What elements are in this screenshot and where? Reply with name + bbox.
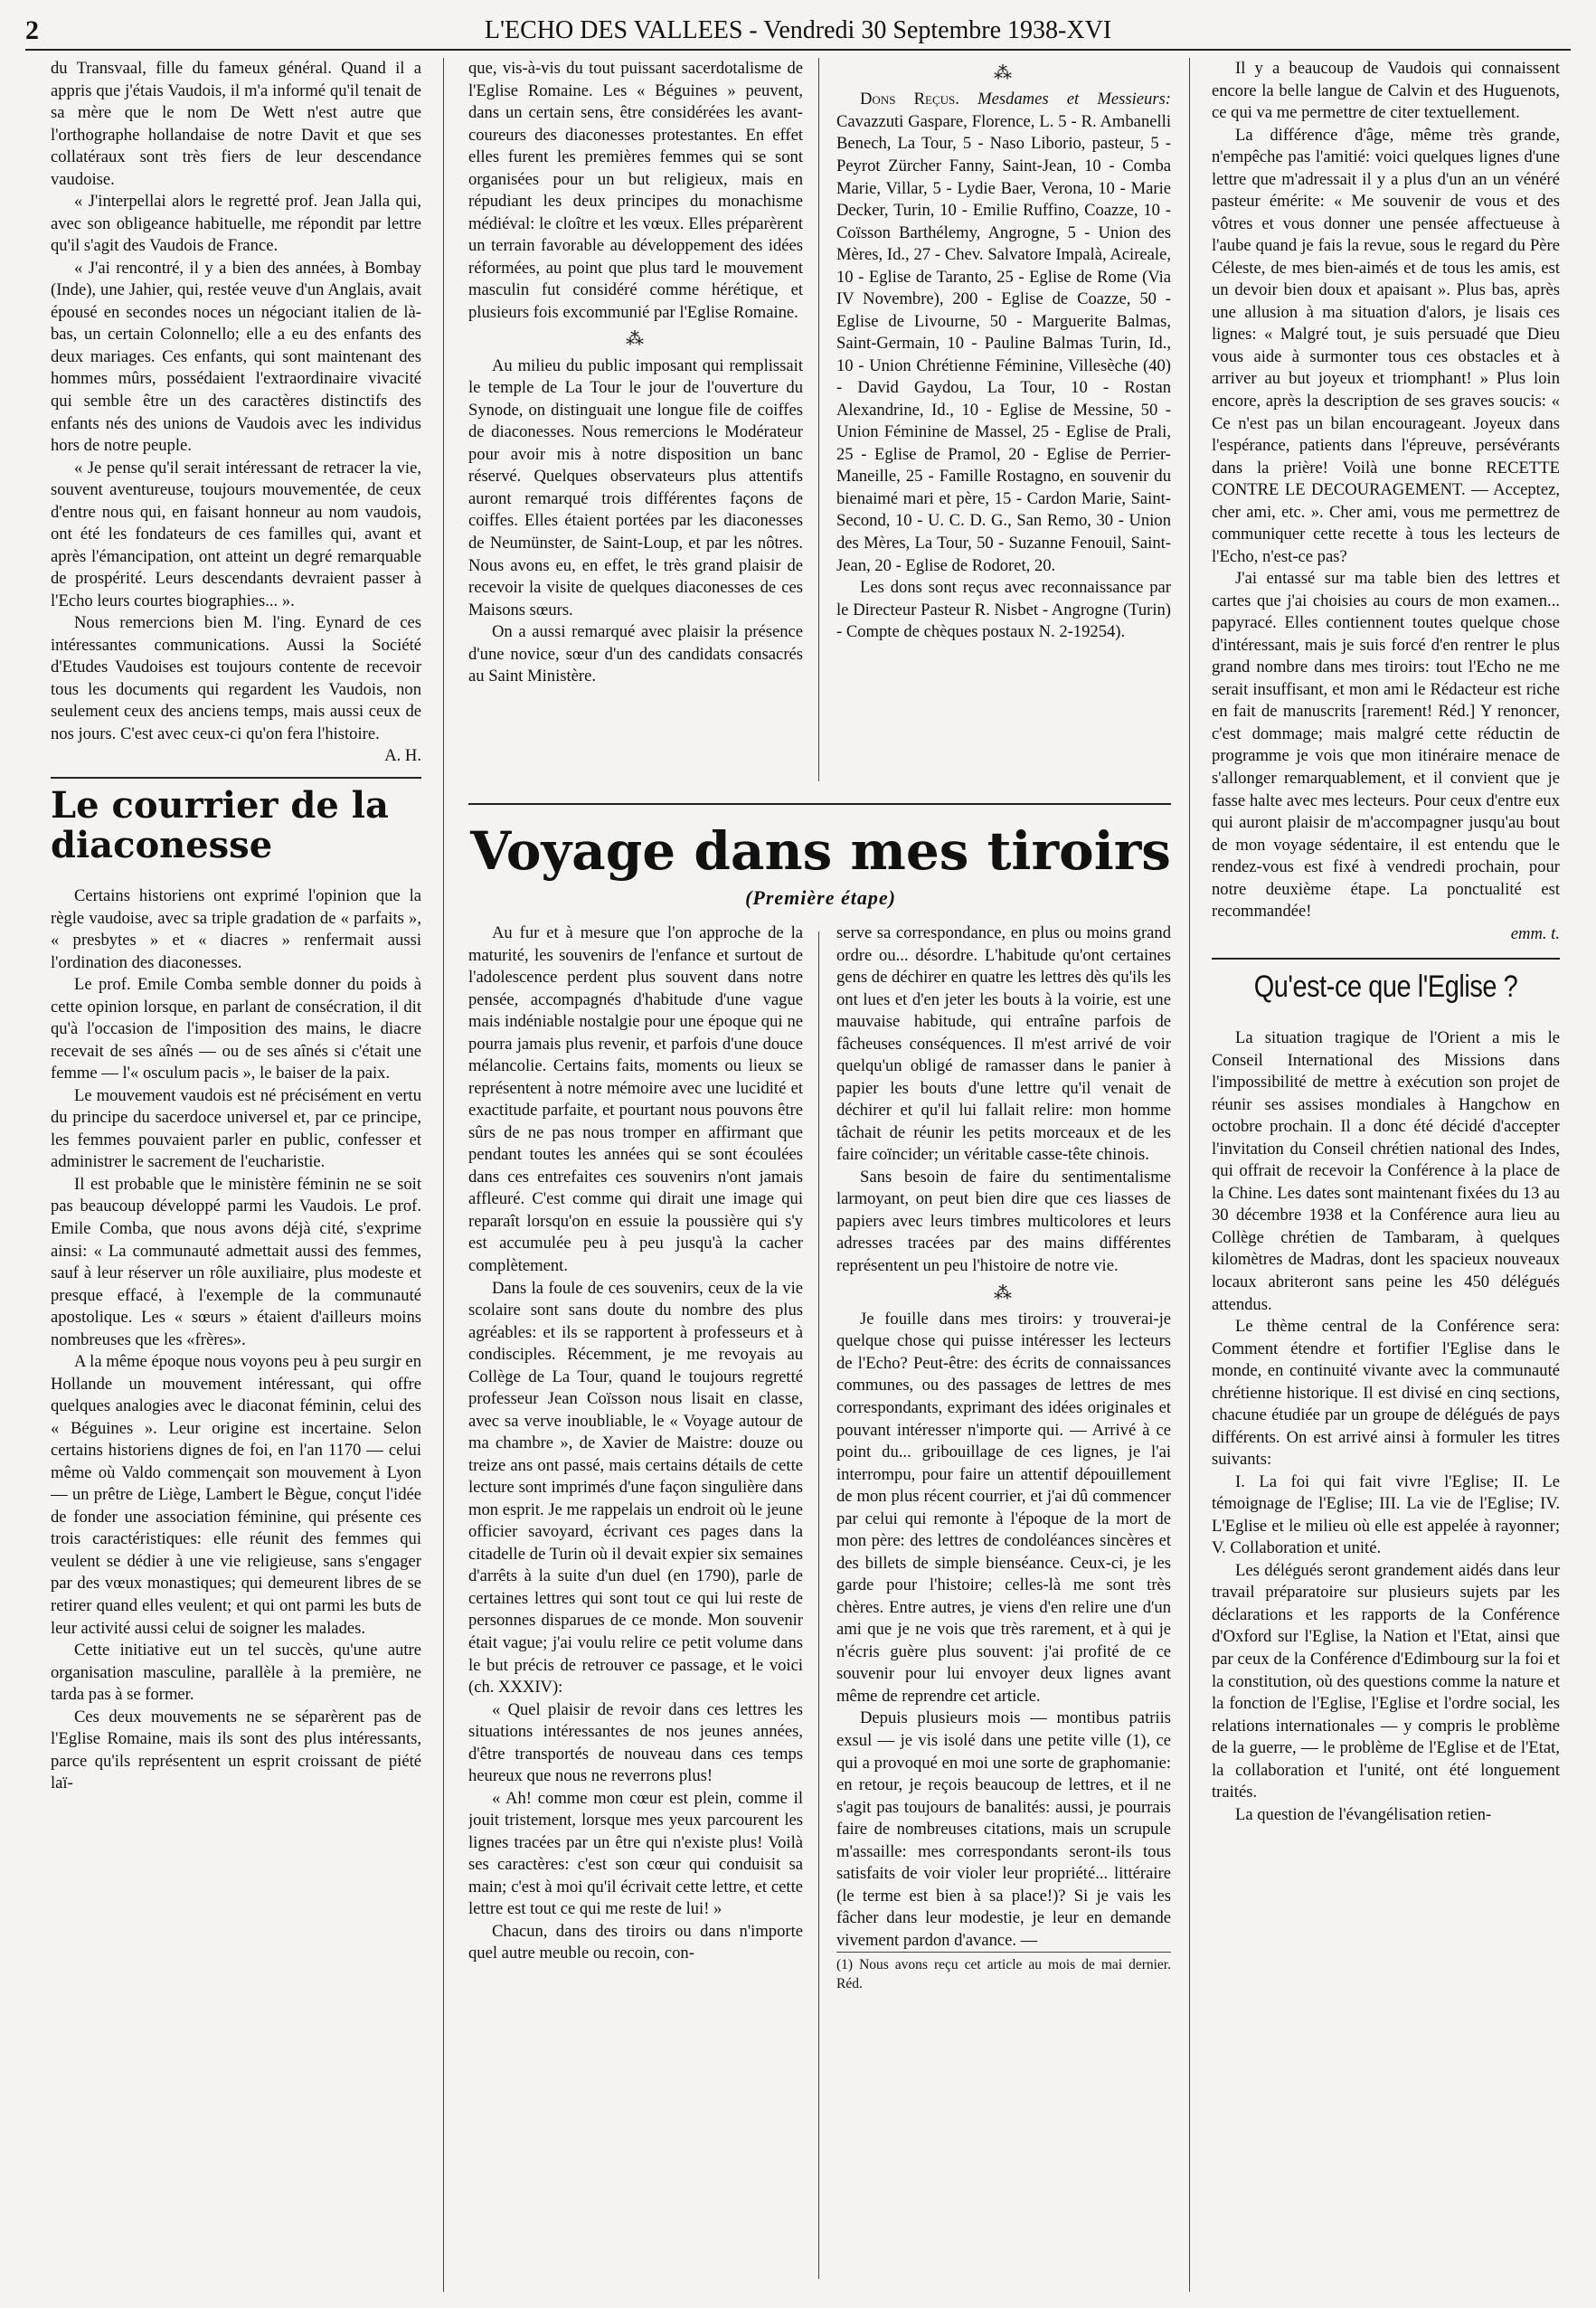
paragraph: La différence d'âge, même très grande, n'empêche pas l'amitié: voici quelques lignes d'une lettre que m'adressait il y a plus d'un an un vénéré pasteur émérite: « Me souvenir de vous et des vôtres et vous donner une pensée affectueuse à l'aube quand je fais la revue, sous le regard du Père Céleste, de mes bien-aimés et de tous les amis, est un devoir bien doux et apaisant ». Plus bas, après une allusion à ma situation d'alors, je lisais ces lignes: « Malgré tout, je suis persuadé que Dieu vous aide à surmonter tous ces obstacles et à arriver au but joyeux et triomphant! » Plus loin encore, après la description de ses graves soucis: « Ce n'est pas un bilan encourageant. Joyeux dans l'espérance, patients dans l'épreuve, persévérants dans la prière! Voilà une bonne RECETTE CONTRE LE DECOURAGEMENT. — Acceptez, cher ami, etc. ». Cher ami, vous me permettrez de communiquer cette recette à tous les lecteurs de l'Echo, n'est-ce pas?	[1212, 125, 1560, 566]
gifts-list	[836, 89, 1171, 577]
paragraph: Certains historiens ont exprimé l'opinion que la règle vaudoise, avec sa triple gradation de « parfaits », « presbytes » et « diacres » renfermait aussi l'ordination des diaconesses.	[51, 886, 421, 972]
article-continuation	[51, 58, 421, 768]
paragraph: Le thème central de la Conférence sera: Comment étendre et fortifier l'Eglise dans le monde, en continuité vivante avec la communauté chrétienne historique. Il est divisé en cinq sections, chacune étudiée par un groupe de délégués de pays différents. On est arrivé ainsi à formuler les titres suivants:	[1212, 1317, 1560, 1470]
paragraph: serve sa correspondance, en plus ou moins grand ordre ou... désordre. L'habitude qu'ont certaines gens de déchirer en quatre les lettres dès qu'ils les ont lues et d'en jeter les bouts à la voirie, est une mauvaise habitude, qui entraîne parfois de fâcheuses conséquences. Il m'est arrivé de voir quelqu'un obligé de ramasser dans le panier à papier les bouts d'une lettre qu'il venait de déchirer et qu'il lui fallait relire: mon homme tâchait de réunir les petits morceaux et de les faire coïncider; un véritable casse-tête chinois.	[836, 923, 1171, 1165]
masthead	[25, 13, 1571, 51]
section-divider	[468, 803, 1171, 805]
section-stars: ⁂	[626, 329, 646, 350]
paragraph: Ces deux mouvements ne se séparèrent pas de l'Eglise Romaine, mais ils sont des plus intéressants, parce qu'ils représentent un esprit croissant de piété laï-	[51, 1707, 421, 1793]
column-rule	[443, 58, 444, 2292]
column-1	[51, 58, 421, 2292]
signature: emm. t.	[1510, 923, 1560, 943]
column-rule	[818, 932, 819, 2279]
paragraph: Dans la foule de ces souvenirs, ceux de la vie scolaire sont sans doute du nombre des plus agréables: et ils se rapportent à professeurs et à condisciples. Récemment, je me revoyais au Collège de La Tour, quand le toujours regretté professeur Jean Coïsson nous lisait en classe, avec sa verve inoubliable, le « Voyage autour de ma chambre », de Xavier de Maistre: douze ou treize ans ont passé, mais certains détails de cette lecture sont imprimés d'une façon singulière dans mon esprit. Je me rappelais un endroit où le jeune officier savoyard, écrivant ces pages dans la citadelle de Turin où il devait expier six semaines d'arrêts à la suite d'un duel (en 1790), parle de certaines lettres qui sont tout ce qui lui reste de personnes disparues de ce monde. Mon souvenir était vague; j'ai voulu relire ce petit volume dans le but précis de retrouver ce passage, et le voici (ch. XXXIV):	[468, 1278, 803, 1698]
voyage-column-a	[468, 922, 803, 2293]
gifts-text: Cavazzuti Gaspare, Florence, L. 5 - R. Ambanelli Benech, La Tour, 5 - Naso Liborio, pasteur, 5 - Peyrot Zürcher Fanny, Saint-Jean, 10 - Comba Marie, Villar, 5 - Lydie Baer, Verona, 10 - Marie Decker, Turin, 10 - Emilie Ruffino, Coazze, 10 - Coïsson Barthélemy, Angrogne, 5 - Union des Mères, Id., 27 - Chev. Salvatore Impalà, Acireale, 10 - Eglise de Taranto, 25 - Eglise de Rome (Via IV Novembre), 200 - Eglise de Coazze, 50 - Eglise de Livourne, 50 - Marguerite Balmas, Saint-Germain, 10 - Pauline Balmas Turin, Id., 10 - Union Chrétienne Féminine, Villesèche (40) - David Gaydou, La Tour, 10 - Rostan Alexandrine, Id., 10 - Eglise de Messine, 50 - Union Féminine de Massel, 25 - Eglise de Prali, 25 - Eglise de Pramol, 20 - Eglise de Perrier-Maneille, 25 - Famille Rostagno, en souvenir du bienaimé mari et père, 15 - Cardon Marie, Saint-Second, 10 - U. C. D. G., San Remo, 30 - Union des Mères, La Tour, 50 - Suzanne Fenouil, Saint-Jean, 20 - Eglise de Rodoret, 20.	[836, 111, 1171, 575]
article-heading: Le courrier de la diaconesse	[51, 784, 389, 866]
paragraph: La question de l'évangélisation retien-	[1235, 1804, 1492, 1824]
paragraph: Le mouvement vaudois est né précisément en vertu du principe du sacerdoce universel et, par ce principe, les femmes pouvaient parler en public, confesser et administrer le sacrement de l'eucharistie.	[51, 1085, 421, 1172]
paragraph: « Ah! comme mon cœur est plein, comme il jouit tristement, lorsque mes yeux parcourent les lignes tracées par un être qui n'existe plus! Voilà ses caractères: c'est son cœur qui conduisit sa main; c'est à moi qu'il écrivait cette lettre, et cette lettre est tout ce qui me reste de lui! »	[468, 1788, 803, 1919]
paragraph: du Transvaal, fille du fameux général. Quand il a appris que j'étais Vaudois, il m'a informé qu'il tenait de sa mère que le nom De Wett n'est autre que l'orthographe hollandaise de notre Davit et que ses collatéraux sont très fiers de leur descendance vaudoise.	[51, 59, 421, 189]
paragraph: A la même époque nous voyons peu à peu surgir en Hollande un mouvement intéressant, qui offre quelques analogies avec le diaconat féminin, celui des « Béguines ». Leur origine est incertaine. Selon certains historiens dignes de foi, en l'an 1170 — celui même où Valdo commençait son mouvement à Lyon — un prêtre de Liège, Lambert le Bègue, conçut l'idée de fonder une association féminine, qui présente ces trois caractéristiques: elle réunit des femmes qui veulent se dédier à une vie religieuse, sans s'engager par des vœux monastiques; qui demeurent libres de se retirer quand elles veulent; et qui ont parmi les buts de leur activité aussi celui de soigner les malades.	[51, 1352, 421, 1638]
page-number: 2	[25, 15, 39, 45]
paragraph: « Je pense qu'il serait intéressant de retracer la vie, souvent aventureuse, toujours mouvementée, de ceux d'entre nous qui, en faisant honneur au nom vaudois, ont été les fondateurs de ces familles qui, avant et après l'émancipation, ont atteint un degré remarquable de prospérité. Leurs descendants devraient passer à l'Echo leurs courtes biographies... ».	[51, 458, 421, 610]
paragraph: « J'interpellai alors le regretté prof. Jean Jalla qui, avec son obligeance habituelle, me répondit par lettre qu'il s'agit des Vaudois de France.	[51, 192, 421, 256]
paragraph: La situation tragique de l'Orient a mis le Conseil International des Missions dans l'impossibilité de mettre à exécution son projet de réunir ses assises mondiales à Hangchow en octobre prochain. Il a donc été décidé d'accepter l'invitation du Conseil chrétien national des Indes, qui offrait de recevoir la Conférence à la place de la Chine. Les dates sont maintenant fixées du 13 au 30 décembre 1938 et la Conférence aura lieu au Collège chrétien de Tambaram, à quelques kilomètres de Madras, dont les spacieux nouveaux locaux abriteront sans peine les 450 délégués attendus.	[1212, 1028, 1560, 1314]
gifts-salutation: Mesdames et Messieurs:	[977, 90, 1171, 109]
paragraph: Depuis plusieurs mois — montibus patriis exsul — je vis isolé dans une petite ville (1), ce qui a provoqué en moi une sorte de graphomanie: en retour, je reçois beaucoup de lettres, et il ne s'agit pas toujours de banalités: aussi, je pourrais faire de nombreuses citations, mais un scrupule m'assaille: mes correspondants seront-ils tous satisfaits de voir violer leur propriété... littéraire (le terme est bien à sa place!)? Si je vais les fâcher dans leur modestie, je leur en demande vivement pardon d'avance. —	[836, 1708, 1171, 1950]
column-4	[1212, 58, 1560, 2292]
column-3	[836, 58, 1171, 795]
signature: A. H.	[384, 746, 421, 766]
section-divider	[51, 777, 421, 779]
paragraph: Il est probable que le ministère féminin ne se soit pas beaucoup développé parmi les Vaudois. Le prof. Emile Comba, que nous avons déjà cité, s'exprime ainsi: « La communauté admettait aussi des femmes, sauf à leur réserver un rôle auxiliaire, plus modeste et presque effacé, à l'exemple de la communauté apostolique. Les « sœurs » étaient d'ailleurs moins nombreuses que les «frères».	[51, 1174, 421, 1349]
gifts-note: Les dons sont reçus avec reconnaissance par le Directeur Pasteur R. Nisbet - Angrogne (Turin) - Compte de chèques postaux N. 2-19254).	[836, 578, 1171, 642]
article-diaconesse	[51, 885, 421, 1795]
masthead-title: L'ECHO DES VALLEES - Vendredi 30 Septembre 1938-XVI	[484, 16, 1112, 44]
paragraph: Nous remercions bien M. l'ing. Eynard de ces intéressantes communications. Aussi la Société d'Etudes Vaudoises est toujours contente de recevoir tous les documents qui regardent les Vaudois, non seulement ceux des anciens temps, mais aussi ceux de nos jours. C'est avec ceux-ci qu'on fera l'histoire.	[51, 613, 421, 743]
section-divider	[1212, 958, 1560, 960]
paragraph: « J'ai rencontré, il y a bien des années, à Bombay (Inde), une Jahier, qui, restée veuve d'un Anglais, avait épousé en secondes noces un négociant italien de là-bas, un certain Colonnello; elle a eu des enfants des deux mariages. Ces enfants, qui sont maintenant des hommes mûrs, possédaient l'extraordinaire vivacité qui semble être un des caractères distinctifs des enfants nés des unions de Vaudois avec les individus hors de notre peuple.	[51, 258, 421, 456]
paragraph: Au fur et à mesure que l'on approche de la maturité, les souvenirs de l'enfance et surtout de l'adolescence perdent plus souvent dans notre pensée, accompagnés d'habitude d'une vague mais indéniable nostalgie pour une époque qui ne pourra jamais plus revenir, et parfois d'une douce mélancolie. Certains faits, moments ou lieux se représentent à notre mémoire avec une lucidité et exactitude parfaite, et pourtant nous pouvons être sûrs de ne pas nous tromper en affirmant que pendant toutes les années qui se sont écoulées dans ces entrefaites ces souvenirs n'ont jamais affleuré. C'est comme qui dirait une image qui reparaît lorsqu'on en essuie la poussière qui s'y est accumulée peu à peu jusqu'à la cacher complètement.	[468, 923, 803, 1275]
paragraph: J'ai entassé sur ma table bien des lettres et cartes que j'ai choisies au cours de mon examen... papyracé. Elles contiennent toutes quelque chose d'intéressant, mais je suis forcé d'en rentrer le plus grand nombre dans mes tiroirs: tout l'Echo ne me serait insuffisant, et mon ami le Rédacteur est riche en fait de manuscrits [rarement! Réd.] Y renoncer, c'est dommage; mais malgré cette réductin de programme je vois que mon itinéraire menace de s'allonger remarquablement, et il convient que je fasse halte avec mes lecteurs. Pour ceux d'entre eux qui auront plaisir de m'accompagner jusqu'au bout de mon voyage sédentaire, il est entendu que le rendez-vous est fixé à vendredi prochain, pour notre deuxième étape. La ponctualité est recommandée!	[1212, 569, 1560, 922]
column-rule	[818, 58, 819, 781]
paragraph: On a aussi remarqué avec plaisir la présence d'une novice, sœur d'un des candidats consacrés au Saint Ministère.	[468, 622, 803, 686]
article-heading: Qu'est-ce que l'Eglise ?	[1253, 970, 1518, 1005]
voyage-subtitle: (Première étape)	[745, 886, 896, 909]
footnote: (1) Nous avons reçu cet article au mois de mai dernier. Réd.	[836, 1952, 1171, 1993]
voyage-title: Voyage dans mes tiroirs	[470, 820, 1171, 882]
paragraph: « Quel plaisir de revoir dans ces lettres les situations intéressantes de nos jeunes années, d'être transportés de nouveau dans ces temps heureux que nous ne reverrons plus!	[468, 1699, 803, 1786]
paragraph: Le prof. Emile Comba semble donner du poids à cette opinion lorsque, en parlant de consécration, il dit qu'à l'occasion de l'imposition des mains, le diacre recevait de ses aînés — ou de ses aînés si c'était une femme — l'« osculum pacis », le baiser de la paix.	[51, 975, 421, 1083]
paragraph: Chacun, dans des tiroirs ou dans n'importe quel autre meuble ou recoin, con-	[468, 1921, 803, 1963]
paragraph: Au milieu du public imposant qui remplissait le temple de La Tour le jour de l'ouverture du Synode, on distinguait une longue file de coiffes de diaconesses. Nous remercions le Modérateur pour avoir mis à notre disposition un banc réservé. Quelques observateurs plus attentifs auront remarqué trois différentes façons de coiffes. Elles étaient portées par les diaconesses de Neumünster, de Saint-Loup, et par les nôtres. Nous avons eu, en effet, le très grand plaisir de recevoir la visite de quelques diaconesses de ces Maisons sœurs.	[468, 355, 803, 620]
voyage-column-b	[836, 922, 1171, 2293]
paragraph: Cette initiative eut un tel succès, qu'une autre organisation masculine, parallèle à la première, ne tarda pas à se former.	[51, 1641, 421, 1705]
paragraph: Il y a beaucoup de Vaudois qui connaissent encore la belle langue de Calvin et des Huguenots, ce qui va me permettre de citer textuellement.	[1212, 59, 1560, 123]
paragraph: I. La foi qui fait vivre l'Eglise; II. Le témoignage de l'Eglise; III. La vie de l'Eglise; IV. L'Eglise et le milieu où elle est appelée à rayonner; V. Collaboration et unité.	[1212, 1471, 1560, 1558]
section-stars: ⁂	[994, 1282, 1014, 1303]
paragraph: Les délégués seront grandement aidés dans leur travail préparatoire sur plusieurs sujets par les déclarations et les rapports de la Conférence d'Oxford sur l'Eglise, la Nation et l'Etat, ainsi que par ceux de la Conférence d'Edimbourg sur la foi et la constitution, où des questions comme la nature et la fonction de l'Eglise, l'Eglise et l'ordre social, les relations internationales — y compris le problème de la guerre, — le problème de l'Eglise et de l'Etat, la collaboration et l'unité, ont été longuement traités.	[1212, 1560, 1560, 1802]
section-stars: ⁂	[994, 63, 1014, 83]
column-rule	[1189, 58, 1190, 2292]
column-2	[468, 58, 803, 795]
paragraph: que, vis-à-vis du tout puissant sacerdotalisme de l'Eglise Romaine. Les « Béguines » peuvent, dans un certain sens, être considérées les avant-coureurs des diaconesses protestantes. En effet elles furent les premières femmes qui se sont organisées pour un but religieux, mais en répudiant les deux principes du monachisme médiéval: le cloître et les vœux. Elles préparèrent un terrain favorable au développement des idées réformées, au point que plus tard le mouvement masculin fut considéré comme hérétique, et plusieurs fois excommunié par l'Eglise Romaine.	[468, 59, 803, 322]
gifts-heading: Dons Reçus.	[860, 90, 959, 109]
paragraph: Sans besoin de faire du sentimentalisme larmoyant, on peut bien dire que ces liasses de papiers avec leurs timbres multicolores et leurs adresses tracées par des mains différentes représentent un peu l'histoire de notre vie.	[836, 1167, 1171, 1275]
paragraph: Je fouille dans mes tiroirs: y trouverai-je quelque chose qui puisse intéresser les lecteurs de l'Echo? Peut-être: des écrits de connaissances communes, ou des passages de lettres de mes correspondants, exprimant des idées originales et pouvant intéresser n'importe qui. — Arrivé à ce point du... gribouillage de ces lignes, je l'ai interrompu, pour faire un attentif dépouillement de mon plus récent courrier, et j'ai dû commencer par celui qui remonte à l'époque de la mort de mon père: des lettres de condoléances sincères et des billets de simple bienséance. Ceux-ci, je les garde pour l'histoire; celles-là me sont très chères. Entre autres, je viens d'en relire une d'un ami que je ne vois que très rarement, et à qui je n'écris guère plus souvent: j'ai profité de ce souvenir pour lui envoyer deux lignes avant même de reprendre cet article.	[836, 1309, 1171, 1706]
